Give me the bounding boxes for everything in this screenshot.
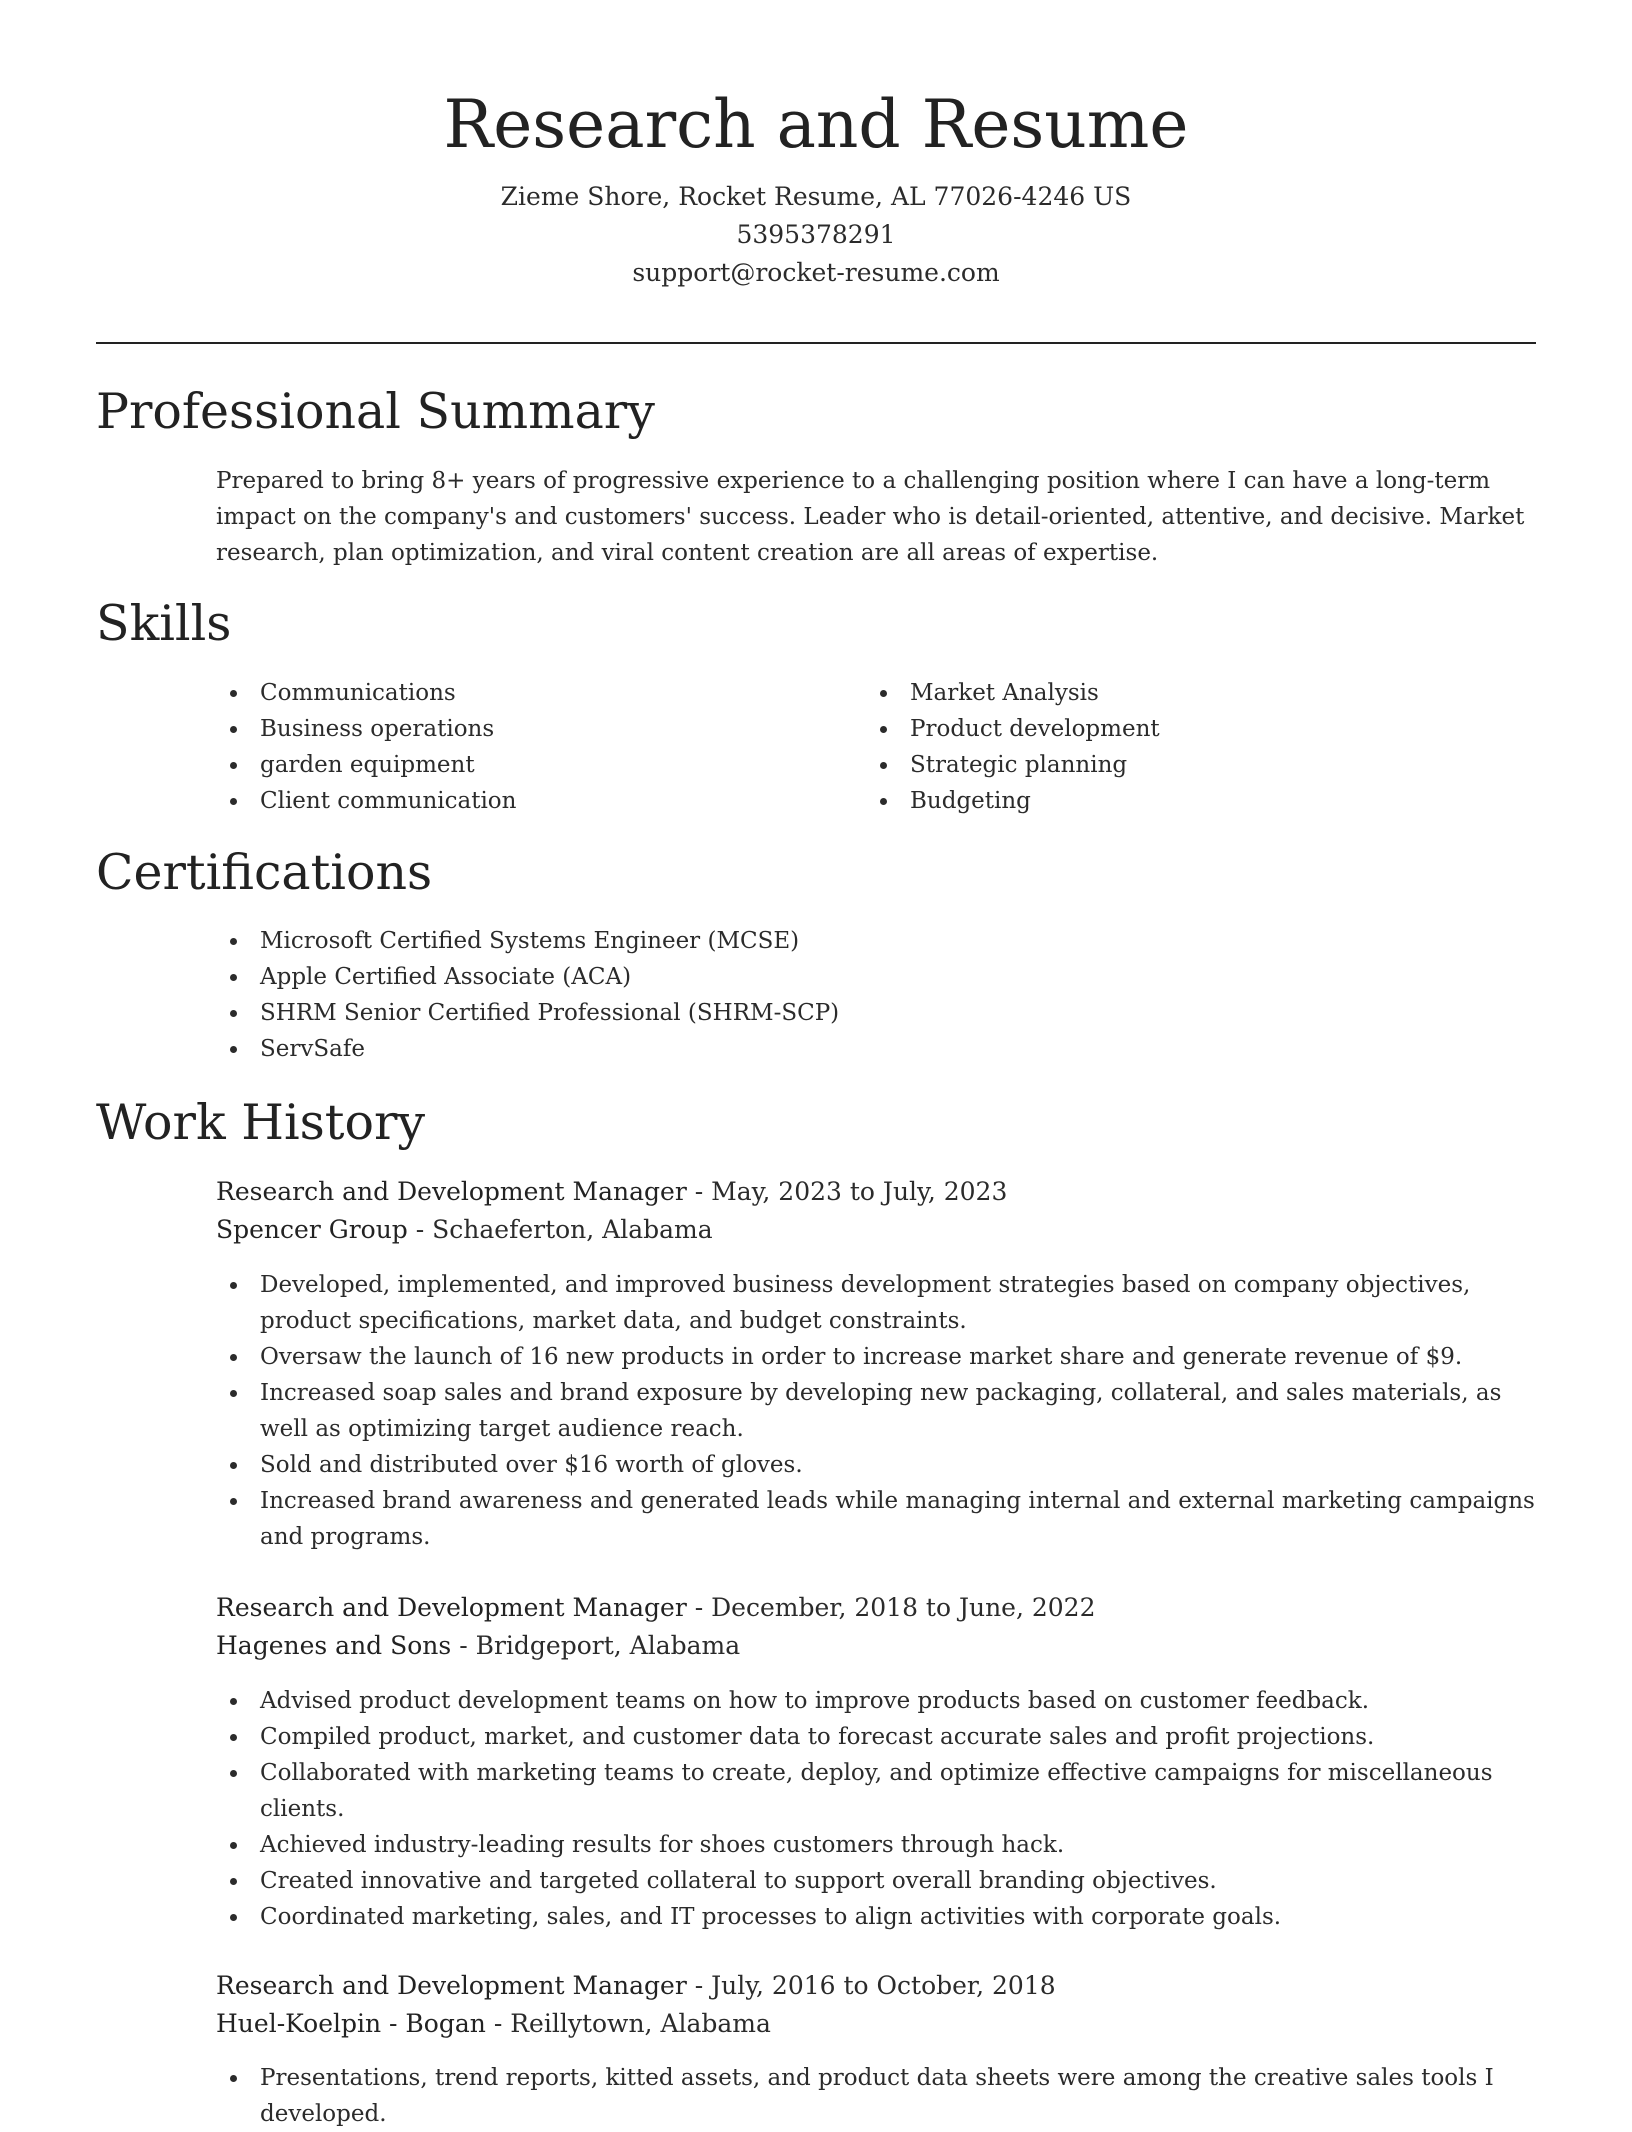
job-title: Research and Development Manager (216, 1177, 687, 1206)
job-company-line (216, 2005, 771, 2043)
separator: - (451, 1631, 476, 1660)
phone-number: 5395378291 (736, 220, 896, 249)
job-bullets (216, 1683, 1536, 1935)
job-bullet: Compiled product, market, and customer data to forecast accurate sales and profit projections. (216, 1719, 1536, 1755)
job-bullet: Developed, implemented, and improved business development strategies based on company objectives, product specifications, market data, and budget constraints. (216, 1267, 1536, 1339)
skill-item: Market Analysis (866, 675, 1486, 711)
certification-item: Microsoft Certified Systems Engineer (MCSE) (216, 923, 1536, 959)
job-title-line (216, 1589, 1096, 1627)
job-bullet: Oversaw the launch of 16 new products in order to increase market share and generate revenue of $9. (216, 1339, 1536, 1375)
job-company-line (216, 1211, 713, 1249)
certifications-heading: Certifications (96, 844, 433, 901)
email-address: support@rocket-resume.com (632, 258, 1000, 287)
job-company: Huel-Koelpin - Bogan (216, 2009, 486, 2038)
job-bullets (216, 1267, 1536, 1555)
job-bullet: Sold and distributed over $16 worth of gloves. (216, 1447, 1536, 1483)
separator: - (686, 1593, 712, 1622)
separator: - (485, 2009, 511, 2038)
job-bullet: Achieved industry-leading results for shoes customers through hack. (216, 1827, 1536, 1863)
job-title-line (216, 1173, 1007, 1211)
job-company: Spencer Group (216, 1215, 408, 1244)
job-bullet: Collaborated with marketing teams to create, deploy, and optimize effective campaigns for miscellaneous clients. (216, 1755, 1536, 1827)
resume-header (96, 80, 1536, 292)
certification-item: SHRM Senior Certified Professional (SHRM-SCP) (216, 995, 1536, 1031)
job-location: Bridgeport, Alabama (475, 1631, 741, 1660)
certification-item: ServSafe (216, 1031, 1536, 1067)
job-title: Research and Development Manager (216, 1593, 687, 1622)
work-history-heading: Work History (96, 1094, 426, 1151)
resume-name: Research and Resume (443, 86, 1189, 163)
certification-item: Apple Certified Associate (ACA) (216, 959, 1536, 995)
job-bullet: Increased brand awareness and generated leads while managing internal and external marketing campaigns and programs. (216, 1483, 1536, 1555)
job-dates: May, 2023 to July, 2023 (711, 1177, 1008, 1206)
skill-item: Product development (866, 711, 1486, 747)
header-divider (96, 342, 1536, 344)
job-title-line (216, 1967, 1056, 2005)
job-bullet: Increased soap sales and brand exposure by developing new packaging, collateral, and sales materials, as well as optimizing target audience reach. (216, 1375, 1536, 1447)
skills-heading: Skills (96, 595, 232, 652)
job-bullet: Advised product development teams on how to improve products based on customer feedback. (216, 1683, 1536, 1719)
skill-item: Budgeting (866, 783, 1486, 819)
job-dates: December, 2018 to June, 2022 (711, 1593, 1096, 1622)
separator: - (686, 1177, 712, 1206)
skill-item: Communications (216, 675, 836, 711)
skill-item: garden equipment (216, 747, 836, 783)
certifications-list (216, 923, 1536, 1067)
address: Zieme Shore, Rocket Resume, AL 77026-4246 US (500, 182, 1132, 211)
job-dates: July, 2016 to October, 2018 (711, 1971, 1056, 2000)
summary-heading: Professional Summary (96, 383, 655, 440)
job-title: Research and Development Manager (216, 1971, 687, 2000)
job-location: Schaeferton, Alabama (432, 1215, 713, 1244)
skills-list-right (866, 675, 1486, 819)
job-company: Hagenes and Sons (216, 1631, 452, 1660)
job-bullet: Presentations, trend reports, kitted assets, and product data sheets were among the creative sales tools I developed. (216, 2060, 1536, 2132)
job-bullet: Coordinated marketing, sales, and IT processes to align activities with corporate goals. (216, 1899, 1536, 1935)
job-location: Reillytown, Alabama (510, 2009, 771, 2038)
skills-list-left (216, 675, 836, 819)
separator: - (407, 1215, 433, 1244)
job-bullet: Created innovative and targeted collateral to support overall branding objectives. (216, 1863, 1536, 1899)
skill-item: Strategic planning (866, 747, 1486, 783)
skill-item: Client communication (216, 783, 836, 819)
job-bullets (216, 2060, 1536, 2132)
job-company-line (216, 1627, 740, 1665)
separator: - (686, 1971, 712, 2000)
skill-item: Business operations (216, 711, 836, 747)
summary-text: Prepared to bring 8+ years of progressive experience to a challenging position where I can have a long-term impact on the company's and customers' success. Leader who is detail-oriented, attentive, and decisive. Market research, plan optimization, and viral content creation are all areas of expertise. (216, 468, 1525, 566)
